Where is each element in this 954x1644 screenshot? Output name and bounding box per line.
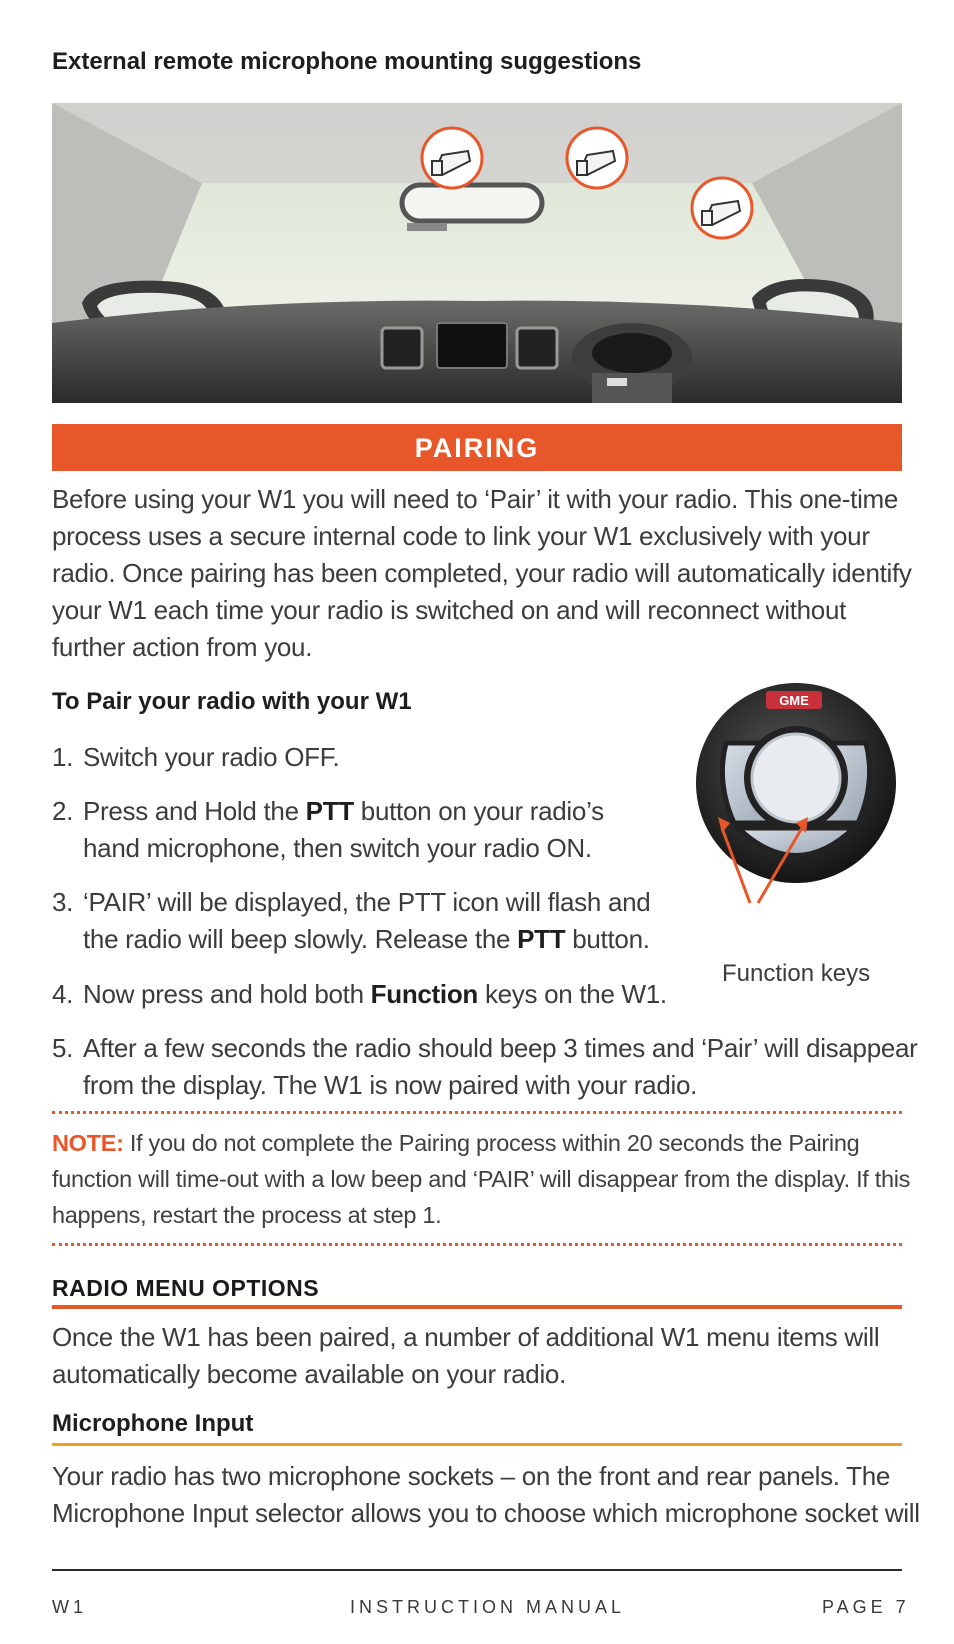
radio-menu-heading: RADIO MENU OPTIONS (52, 1275, 320, 1301)
radio-menu-text: Once the W1 has been paired, a number of additional W1 menu items will automatically become available on your radio. (52, 1322, 880, 1389)
step-text-post: keys on the W1. (478, 979, 667, 1009)
step-text-line2: hand microphone, then switch your radio ON. (83, 833, 592, 863)
step-number: 5. (52, 1033, 74, 1063)
note-label: NOTE: (52, 1130, 124, 1156)
footer-manual-title: INSTRUCTION MANUAL (350, 1597, 626, 1617)
footer-model: W1 (52, 1597, 87, 1617)
step-text-bold: PTT (517, 924, 566, 954)
w1-microphone-graphic (686, 683, 906, 908)
step-text-post: button on your radio’s (353, 796, 604, 826)
function-keys-label: Function keys (722, 960, 871, 987)
step-text-pre: Now press and hold both (83, 979, 371, 1009)
step-text-post: button. (565, 924, 650, 954)
pairing-note (52, 1125, 912, 1233)
step-text (83, 976, 667, 1013)
step-text (83, 1030, 918, 1104)
step-number: 4. (52, 979, 74, 1009)
mic-input-text: Your radio has two microphone sockets – on the front and rear panels. The Microphone Input selector allows you to choose which microphone socket will (52, 1461, 920, 1528)
step-text (83, 884, 650, 958)
footer-page-number: PAGE 7 (822, 1597, 910, 1617)
note-divider-top (52, 1111, 902, 1114)
step-text-line2: from the display. The W1 is now paired with your radio. (83, 1070, 698, 1100)
step-text-bold: Function (370, 979, 479, 1009)
pairing-intro-text: Before using your W1 you will need to ‘Pair’ it with your radio. This one-time process uses a secure internal code to link your W1 exclusively with your radio. Once pairing has been completed, your radio will automatically identify your W1 each time your radio is switched on and will reconnect without further action from you. (52, 484, 912, 662)
step-text-pre: Press and Hold the (83, 796, 306, 826)
step-2 (52, 793, 652, 873)
mic-input-heading: Microphone Input (52, 1410, 254, 1437)
step-3 (52, 884, 672, 964)
step-text-bold: PTT (305, 796, 354, 826)
car-interior-photo (52, 103, 902, 403)
step-number: 2. (52, 796, 74, 826)
footer-rule (52, 1569, 902, 1571)
note-divider-bottom (52, 1243, 902, 1246)
step-text-line1: ‘PAIR’ will be displayed, the PTT icon will flash and (83, 887, 651, 917)
step-text-pre: the radio will beep slowly. Release the (83, 924, 518, 954)
step-text-line1: After a few seconds the radio should beep 3 times and ‘Pair’ will disappear (83, 1033, 918, 1063)
radio-menu-rule (52, 1305, 902, 1309)
step-text (83, 793, 604, 867)
step-text: Switch your radio OFF. (83, 742, 340, 772)
section-title-mounting: External remote microphone mounting suggestions (52, 48, 642, 75)
pair-subtitle: To Pair your radio with your W1 (52, 688, 412, 715)
note-text: If you do not complete the Pairing process within 20 seconds the Pairing function will time-out with a low beep and ‘PAIR’ will disappear from the display. If this happens, restart the process at step 1. (52, 1130, 911, 1228)
step-number: 1. (52, 742, 74, 772)
pairing-banner: PAIRING (52, 424, 902, 471)
step-number: 3. (52, 887, 74, 917)
mic-input-rule (52, 1443, 902, 1446)
gme-logo: GME (779, 693, 809, 708)
